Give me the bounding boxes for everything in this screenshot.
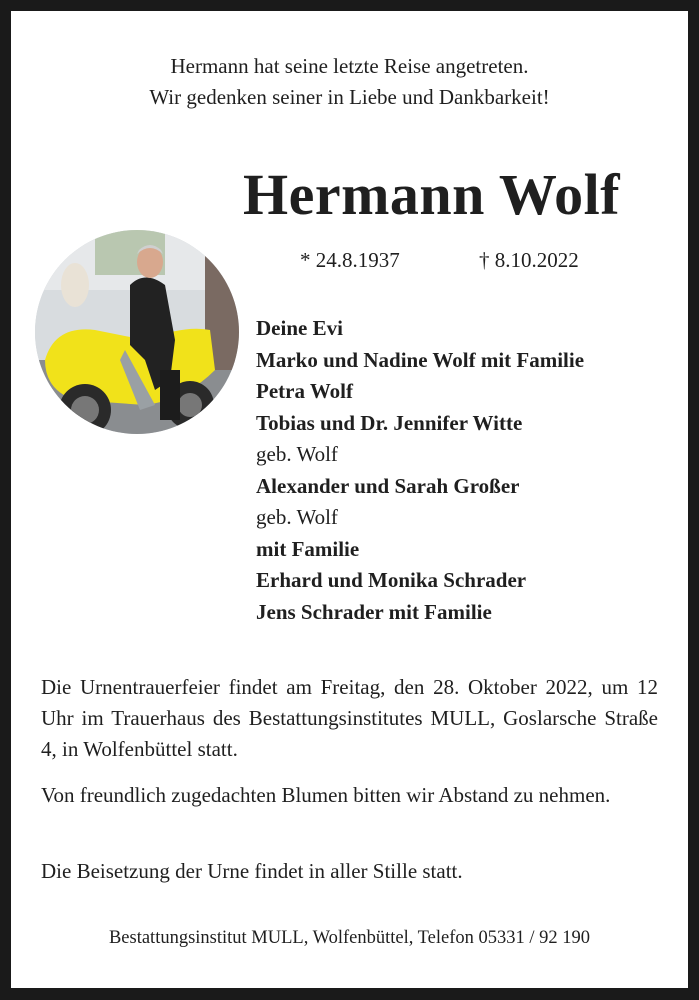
- birth-date: * 24.8.1937: [300, 248, 400, 272]
- mourner-line: Alexander und Sarah Großer: [256, 473, 520, 498]
- intro-line-1: Hermann hat seine letzte Reise angetreten.: [170, 54, 529, 78]
- portrait-photo-illustration: [35, 230, 239, 434]
- burial-paragraph: Die Beisetzung der Urne findet in aller Stille statt.: [41, 859, 463, 883]
- mourner-line: Marko und Nadine Wolf mit Familie: [256, 347, 585, 372]
- mourner-line: geb. Wolf: [256, 442, 338, 466]
- ceremony-paragraph: Die Urnentrauerfeier findet am Freitag, den 28. Oktober 2022, um 12 Uhr im Trauerhaus des Bestattungsinstitutes MULL, Goslarsche Straße 4, in Wolfenbüttel statt.: [41, 675, 658, 761]
- mourners-list: [256, 313, 584, 628]
- mourner-line: geb. Wolf: [256, 505, 338, 529]
- funeral-home-footer: Bestattungsinstitut MULL, Wolfenbüttel, Telefon 05331 / 92 190: [108, 928, 591, 948]
- mourner-line: Jens Schrader mit Familie: [256, 599, 492, 624]
- death-date: † 8.10.2022: [479, 248, 579, 272]
- mourner-line: Deine Evi: [256, 316, 343, 340]
- mourner-line: Petra Wolf: [256, 379, 354, 403]
- mourner-line: mit Familie: [256, 536, 360, 561]
- mourner-line: Tobias und Dr. Jennifer Witte: [256, 410, 523, 435]
- mourner-line: Erhard und Monika Schrader: [256, 568, 527, 592]
- intro-text: [0, 51, 699, 113]
- flowers-paragraph: Von freundlich zugedachten Blumen bitten wir Abstand zu nehmen.: [41, 783, 611, 807]
- deceased-name: Hermann Wolf: [243, 162, 621, 227]
- portrait-photo-icon: [35, 230, 239, 434]
- intro-line-2: Wir gedenken seiner in Liebe und Dankbarkeit!: [149, 85, 550, 109]
- obituary-notice: [11, 11, 688, 988]
